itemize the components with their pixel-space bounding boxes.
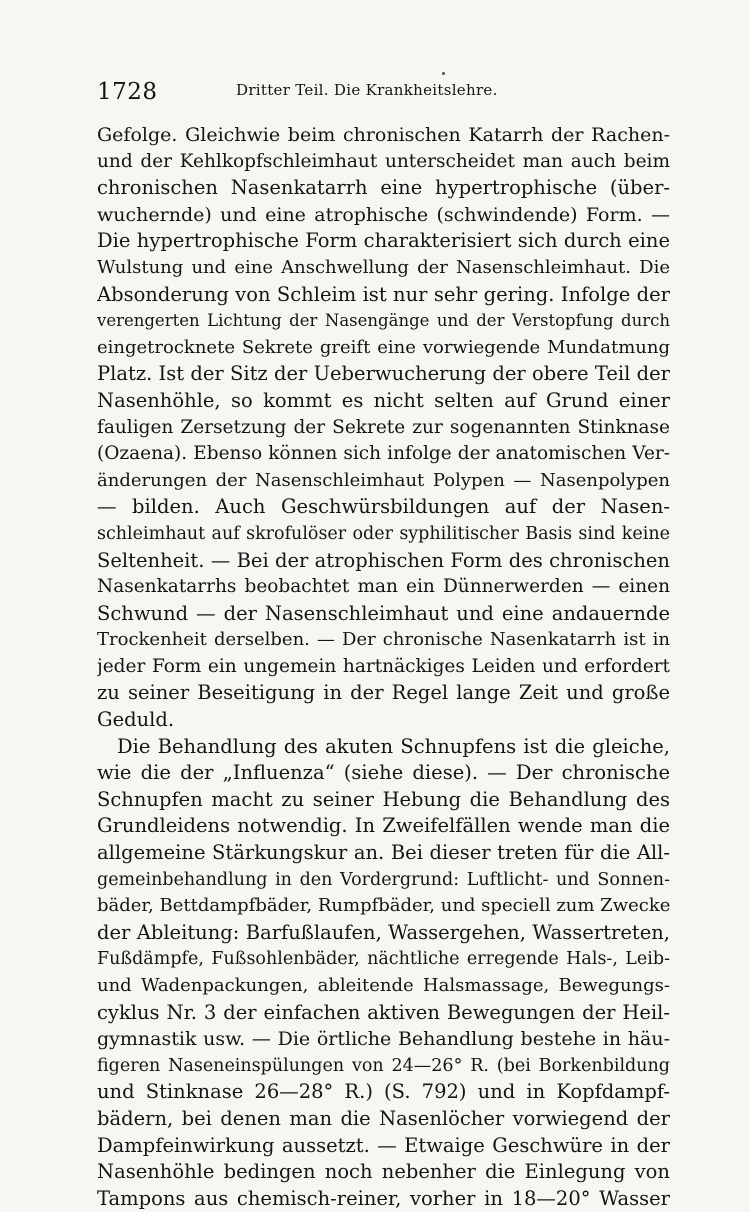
text-line: Die hypertrophische Form charakterisiert sich durch eine: [97, 229, 670, 253]
paragraph-chronic-catarrh: [97, 122, 670, 734]
text-line: Seltenheit. — Bei der atrophischen Form des chronischen: [97, 548, 670, 572]
text-line: schleimhaut auf skrofulöser oder syphilitischer Basis sind keine: [97, 523, 670, 544]
text-line: Wulstung und eine Anschwellung der Nasenschleimhaut. Die: [97, 256, 670, 278]
text-line: (Ozaena). Ebenso können sich infolge der anatomischen Ver-: [97, 443, 670, 465]
text-line: Nasenhöhle bedingen noch nebenher die Einlegung von: [97, 1160, 670, 1184]
text-line: Die Behandlung des akuten Schnupfens ist die gleiche,: [117, 734, 670, 758]
text-line: Fußdämpfe, Fußsohlenbäder, nächtliche erregende Hals-, Leib-: [97, 949, 670, 970]
text-line: wuchernde) und eine atrophische (schwindende) Form. —: [97, 203, 670, 226]
paragraph-treatment: [97, 734, 670, 1212]
text-line: jeder Form ein ungemein hartnäckiges Leiden und erfordert: [97, 655, 670, 677]
text-line: der Ableitung: Barfußlaufen, Wassergehen, Wassertreten,: [97, 920, 670, 944]
text-line: Grundleidens notwendig. In Zweifelfällen wende man die: [97, 814, 670, 838]
text-line: und der Kehlkopfschleimhaut unterscheidet man auch beim: [97, 150, 670, 172]
text-line: Nasenhöhle, so kommt es nicht selten auf Grund einer: [97, 388, 670, 412]
running-head: Dritter Teil. Die Krankheitslehre.: [236, 81, 498, 99]
text-line: allgemeine Stärkungskur an. Bei dieser treten für die All-: [97, 841, 670, 865]
text-line: Tampons aus chemisch-reiner, vorher in 18—20° Wasser: [97, 1186, 670, 1210]
text-line: gymnastik usw. — Die örtliche Behandlung bestehe in häu-: [97, 1028, 670, 1051]
text-line: zu seiner Beseitigung in der Regel lange Zeit und große: [97, 681, 670, 705]
body-text: [97, 122, 670, 1212]
text-line: Schnupfen macht zu seiner Hebung die Behandlung des: [97, 787, 670, 811]
text-line: Schwund — der Nasenschleimhaut und eine andauernde: [97, 601, 670, 625]
text-line: bädern, bei denen man die Nasenlöcher vorwiegend der: [97, 1106, 670, 1130]
text-line: wie die der „Influenza“ (siehe diese). — Der chronische: [97, 761, 670, 785]
text-line: Nasenkatarrhs beobachtet man ein Dünnerwerden — einen: [97, 576, 670, 598]
text-line: Gefolge. Gleichwie beim chronischen Katarrh der Rachen-: [97, 124, 670, 146]
text-line: — bilden. Auch Geschwürsbildungen auf der Nasen-: [97, 495, 670, 519]
text-line: chronischen Nasenkatarrh eine hypertrophische (über-: [97, 176, 670, 200]
text-line: Dampfeinwirkung aussetzt. — Etwaige Geschwüre in der: [97, 1133, 670, 1157]
text-line: und Stinknase 26—28° R.) (S. 792) und in Kopfdampf-: [97, 1080, 670, 1104]
text-line: Geduld.: [97, 708, 175, 732]
text-line: cyklus Nr. 3 der einfachen aktiven Bewegungen der Heil-: [97, 1000, 670, 1024]
text-line: Trockenheit derselben. — Der chronische Nasenkatarrh ist in: [97, 629, 670, 651]
text-line: änderungen der Nasenschleimhaut Polypen — Nasenpolypen: [97, 469, 670, 491]
text-line: Platz. Ist der Sitz der Ueberwucherung der obere Teil der: [97, 362, 670, 386]
text-line: gemeinbehandlung in den Vordergrund: Luftlicht- und Sonnen-: [97, 869, 670, 890]
page-number: 1728: [97, 79, 158, 105]
text-line: bäder, Bettdampfbäder, Rumpfbäder, und speciell zum Zwecke: [97, 895, 670, 917]
text-line: fauligen Zersetzung der Sekrete zur sogenannten Stinknase: [97, 416, 670, 438]
text-line: verengerten Lichtung der Nasengänge und der Verstopfung durch: [97, 311, 670, 331]
ink-speck: [442, 72, 445, 75]
text-line: figeren Naseneinspülungen von 24—26° R. (bei Borkenbildung: [97, 1055, 670, 1076]
page-header: [97, 76, 672, 110]
text-line: Absonderung von Schleim ist nur sehr gering. Infolge der: [97, 282, 670, 306]
text-line: eingetrocknete Sekrete greift eine vorwiegende Mundatmung: [97, 336, 670, 358]
text-line: und Wadenpackungen, ableitende Halsmassage, Bewegungs-: [97, 975, 670, 996]
